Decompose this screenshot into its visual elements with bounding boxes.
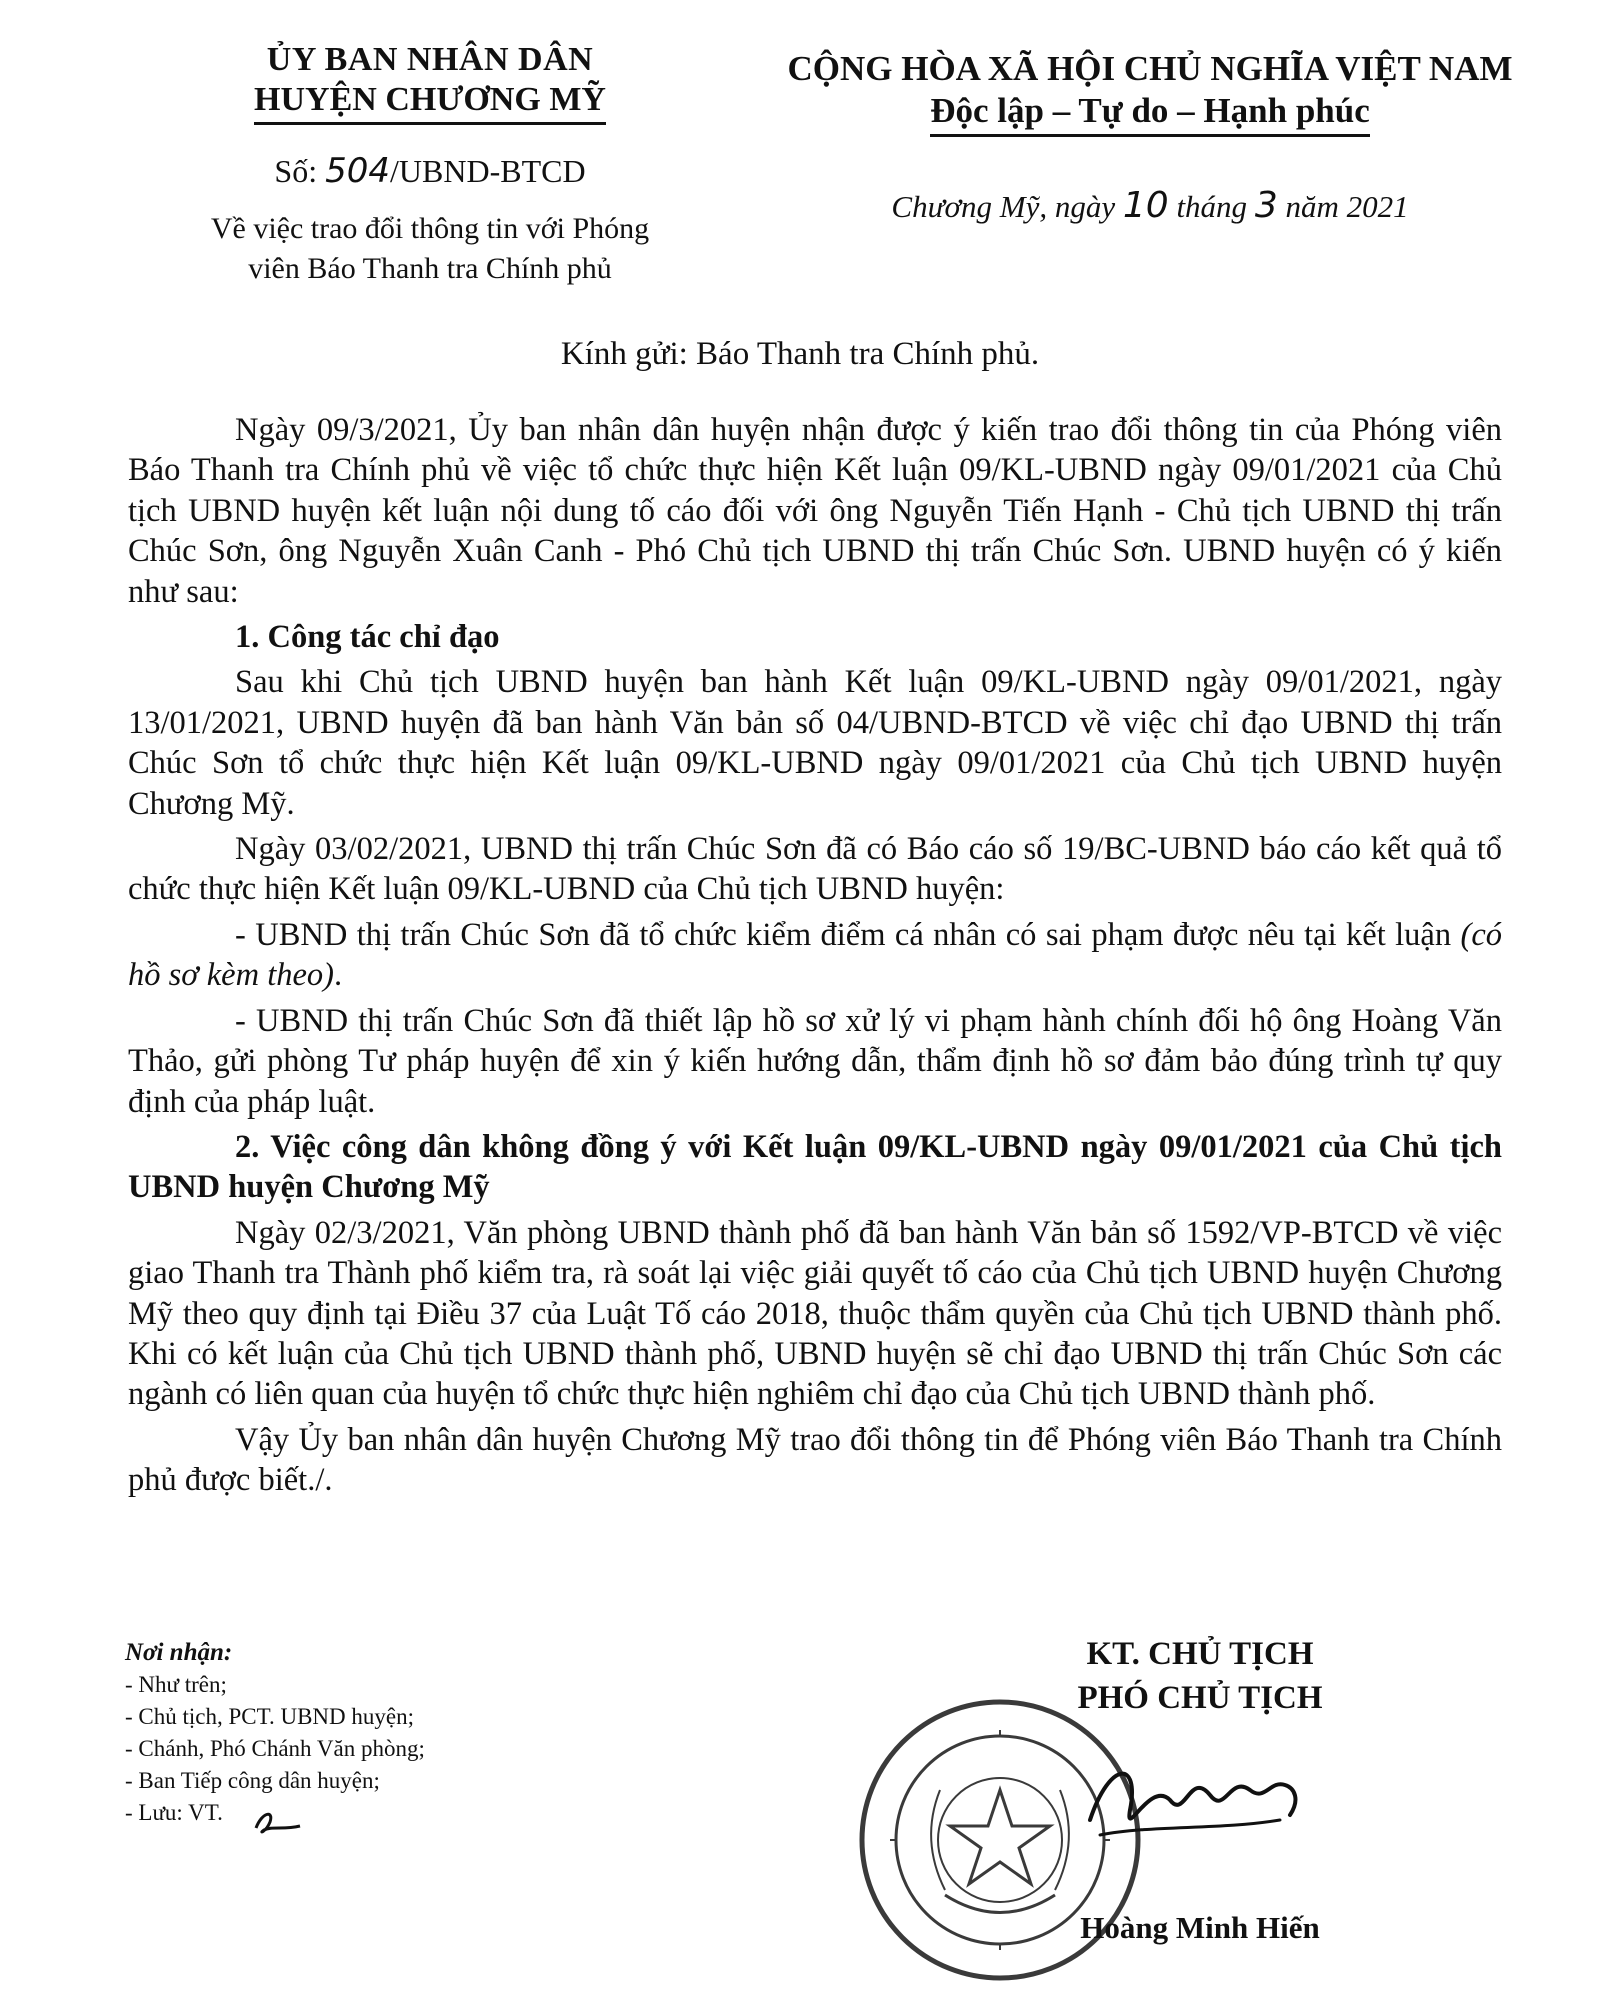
handwritten-signature-icon (1080, 1740, 1310, 1860)
date-month-word: tháng (1168, 189, 1255, 224)
date-day-handwritten: 10 (1122, 185, 1169, 226)
national-motto: Độc lập – Tự do – Hạnh phúc (930, 90, 1370, 137)
recipient-line: Kính gửi: Báo Thanh tra Chính phủ. (560, 336, 1040, 372)
date-place: Chương Mỹ, ngày (891, 189, 1123, 224)
section-1-title: 1. Công tác chỉ đạo (235, 619, 500, 656)
org-line-1: ỦY BAN NHÂN DÂN (266, 41, 594, 78)
section-1-paragraph-1: Sau khi Chủ tịch UBND huyện ban hành Kết luận 09/KL-UBND ngày 09/01/2021, ngày 13/01/2021, UBND huyện đã ban hành Văn bản số 04/UBND-BTCD về việc chỉ đạo UBND thị trấn Chúc Sơn tổ chức thực hiện Kết luận 09/KL-UBND ngày 09/01/2021 của Chủ tịch UBND huyện Chương Mỹ. (128, 664, 1502, 822)
document-number (150, 151, 710, 191)
bullet-1-italic: (có hồ sơ kèm theo) (128, 916, 1502, 994)
signature-block (920, 1632, 1480, 1945)
date-month-handwritten: 3 (1254, 185, 1278, 226)
signer-name: Hoàng Minh Hiến (1080, 1910, 1320, 1945)
doc-no-handwritten: 504 (325, 151, 391, 191)
section-1-paragraph-2: Ngày 03/02/2021, UBND thị trấn Chúc Sơn đã có Báo cáo số 19/BC-UBND báo cáo kết quả tổ chức thực hiện Kết luận 09/KL-UBND của Chủ tịch UBND huyện: (128, 831, 1502, 908)
date-year: năm 2021 (1277, 189, 1409, 224)
recipient-item: - Như trên; (125, 1672, 227, 1697)
recipient-item: - Lưu: VT. (125, 1800, 223, 1825)
doc-no-suffix: /UBND-BTCD (390, 153, 586, 189)
document-date (760, 185, 1540, 226)
document-subject (150, 209, 710, 289)
org-line-2: HUYỆN CHƯƠNG MỸ (254, 80, 606, 125)
section-1-bullet-1 (128, 915, 1502, 996)
signer-authority-line-2: PHÓ CHỦ TỊCH (1077, 1680, 1323, 1716)
bullet-1-end: . (333, 957, 343, 994)
section-2-paragraph-1: Ngày 02/3/2021, Văn phòng UBND thành phố đã ban hành Văn bản số 1592/VP-BTCD về việc giao Thanh tra Thành phố kiểm tra, rà soát lại việc giải quyết tố cáo của Chủ tịch UBND huyện Chương Mỹ theo quy định tại Điều 37 của Luật Tố cáo 2018, thuộc thẩm quyền của Chủ tịch UBND thành phố. Khi có kết luận của Chủ tịch UBND thành phố, UBND huyện sẽ chỉ đạo UBND thị trấn Chúc Sơn các ngành có liên quan của huyện tổ chức thực hiện nghiêm chỉ đạo của Chủ tịch UBND thành phố. (128, 1214, 1502, 1413)
recipient-item: - Chánh, Phó Chánh Văn phòng; (125, 1736, 425, 1761)
subject-line-1: Về việc trao đổi thông tin với Phóng (210, 212, 650, 245)
closing-paragraph: Vậy Ủy ban nhân dân huyện Chương Mỹ trao đổi thông tin để Phóng viên Báo Thanh tra Chính phủ được biết./. (128, 1421, 1502, 1499)
section-1-bullet-2: - UBND thị trấn Chúc Sơn đã thiết lập hồ sơ xử lý vi phạm hành chính đối hộ ông Hoàng Văn Thảo, gửi phòng Tư pháp huyện để xin ý kiến hướng dẫn, thẩm định hồ sơ đảm bảo đúng trình tự quy định của pháp luật. (128, 1002, 1502, 1120)
recipients-list (125, 1637, 725, 1829)
recipients-title: Nơi nhận: (125, 1639, 233, 1666)
bullet-1-text: - UBND thị trấn Chúc Sơn đã tổ chức kiểm điểm cá nhân có sai phạm được nêu tại kết luận (235, 916, 1461, 953)
nation-title: CỘNG HÒA XÃ HỘI CHỦ NGHĨA VIỆT NAM (787, 49, 1513, 88)
national-heading-block (760, 48, 1540, 226)
intro-paragraph: Ngày 09/3/2021, Ủy ban nhân dân huyện nhận được ý kiến trao đổi thông tin của Phóng viên Báo Thanh tra Chính phủ về việc tổ chức thực hiện Kết luận 09/KL-UBND ngày 09/01/2021 của Chủ tịch UBND huyện kết luận nội dung tố cáo đối với ông Nguyễn Tiến Hạnh - Chủ tịch UBND thị trấn Chúc Sơn, ông Nguyễn Xuân Canh - Phó Chủ tịch UBND thị trấn Chúc Sơn. UBND huyện có ý kiến như sau: (128, 412, 1502, 610)
issuing-authority-block (150, 40, 710, 289)
doc-no-prefix: Số: (274, 153, 326, 189)
section-2-title: 2. Việc công dân không đồng ý với Kết luận 09/KL-UBND ngày 09/01/2021 của Chủ tịch UBND huyện Chương Mỹ (128, 1128, 1502, 1206)
recipient-item: - Ban Tiếp công dân huyện; (125, 1768, 380, 1793)
subject-line-2: viên Báo Thanh tra Chính phủ (248, 252, 612, 285)
recipient-item: - Chủ tịch, PCT. UBND huyện; (125, 1704, 414, 1729)
document-body (128, 410, 1502, 1506)
signer-authority-line-1: KT. CHỦ TỊCH (1086, 1636, 1314, 1672)
handwritten-mark-icon (248, 1800, 308, 1840)
